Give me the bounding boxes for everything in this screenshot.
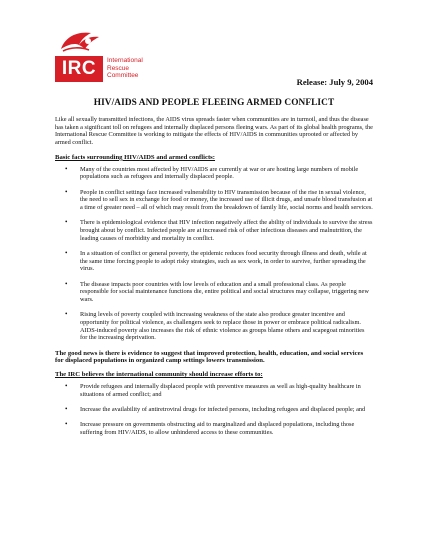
list-item [55, 189, 373, 212]
list-item-text: Increase the availability of antiretroviral drugs for infected persons, including refugees and displaced people; and [80, 405, 366, 413]
bullet-icon: • [65, 187, 68, 196]
logo-name-line: International [107, 57, 143, 64]
list-item-text: Increase pressure on governments obstructing aid to marginalized and displaced populations, including those suffering from HIV/AIDS, to allow unhindered access to these communities. [80, 421, 355, 436]
list-item-text: Many of the countries most affected by HIV/AIDS are currently at war or are hosting large numbers of mobile populations such as refugees and internally displaced people. [80, 165, 359, 181]
irc-logo [55, 27, 165, 85]
good-news-paragraph: The good news is there is evidence to suggest that improved protection, health, education, and social services for displaced populations in organized camp settings lowers transmission. [55, 349, 364, 365]
facts-list [55, 166, 373, 343]
efforts-heading: The IRC believes the international community should increase efforts to: [55, 371, 263, 379]
list-item [55, 383, 373, 398]
list-item-text: In a situation of conflict or general poverty, the epidemic reduces food security through illness and death, while at the same time forcing people to adopt risky strategies, such as sex work, in order to survive, further spreading the virus. [80, 249, 367, 273]
list-item [55, 219, 373, 242]
list-item [55, 250, 373, 273]
bullet-icon: • [65, 404, 68, 413]
logo-name-line: Rescue [107, 64, 130, 72]
irc-emblem-icon [55, 27, 103, 55]
document-body [55, 116, 373, 444]
bullet-icon: • [65, 218, 68, 227]
bullet-icon: • [65, 279, 68, 288]
list-item-text: Provide refugees and internally displaced people with preventive measures as well as high-quality healthcare in situations of armed conflict; and [80, 382, 361, 398]
bullet-icon: • [65, 164, 68, 173]
list-item [55, 406, 373, 414]
logo-name-line: Committee [107, 72, 139, 80]
bullet-icon: • [65, 381, 68, 390]
list-item [55, 311, 373, 342]
release-date: Release: July 9, 2004 [296, 77, 373, 87]
list-item [55, 281, 373, 304]
list-item-text: The disease impacts poor countries with low levels of education and a small professional class. As people responsible for social maintenance functions die, entire political and social structures may collapse, triggering new wars. [80, 280, 369, 304]
facts-heading: Basic facts surrounding HIV/AIDS and armed conflicts: [55, 153, 216, 161]
intro-paragraph: Like all sexually transmitted infections, the AIDS virus spreads faster when communities are in turmoil, and thus the disease has taken a significant toll on refugees and internally displaced persons fleeing wars. As part of its global health programs, the International Rescue Committee is working to mitigate the effects of HIV/AIDS in communities uprooted or affected by armed conflict. [55, 116, 373, 147]
list-item-text: There is epidemiological evidence that HIV infection negatively affect the ability of individuals to survive the stress brought about by conflict. Infected people are at increased risk of other infectious diseases and malnutrition, the leading causes of morbidity and mortality in conflict. [80, 219, 373, 242]
list-item [55, 421, 373, 436]
logo-organization-name [107, 57, 167, 80]
bullet-icon: • [65, 248, 68, 257]
list-item-text: Rising levels of poverty coupled with increasing weakness of the state also produce greater incentive and opportunity for political violence, as challengers seek to replace those in power or embrace political radicalism. AIDS-induced poverty also increases the risk of ethnic violence as groups blame others and scapegoat minorities for the increasing deprivation. [80, 311, 365, 342]
bullet-icon: • [65, 310, 68, 319]
efforts-list [55, 383, 373, 437]
logo-abbreviation: IRC [55, 56, 103, 82]
list-item [55, 166, 373, 181]
bullet-icon: • [65, 420, 68, 429]
list-item-text: People in conflict settings face increased vulnerability to HIV transmission because of the rise in sexual violence, the need to sell sex in exchange for food or money, the increased use of illicit drugs, and unsafe blood transfusion at a time of greater need – all of which may result from the breakdown of family life, social norms and health services. [80, 188, 373, 211]
page-title: HIV/AIDS AND PEOPLE FLEEING ARMED CONFLICT [93, 98, 335, 108]
